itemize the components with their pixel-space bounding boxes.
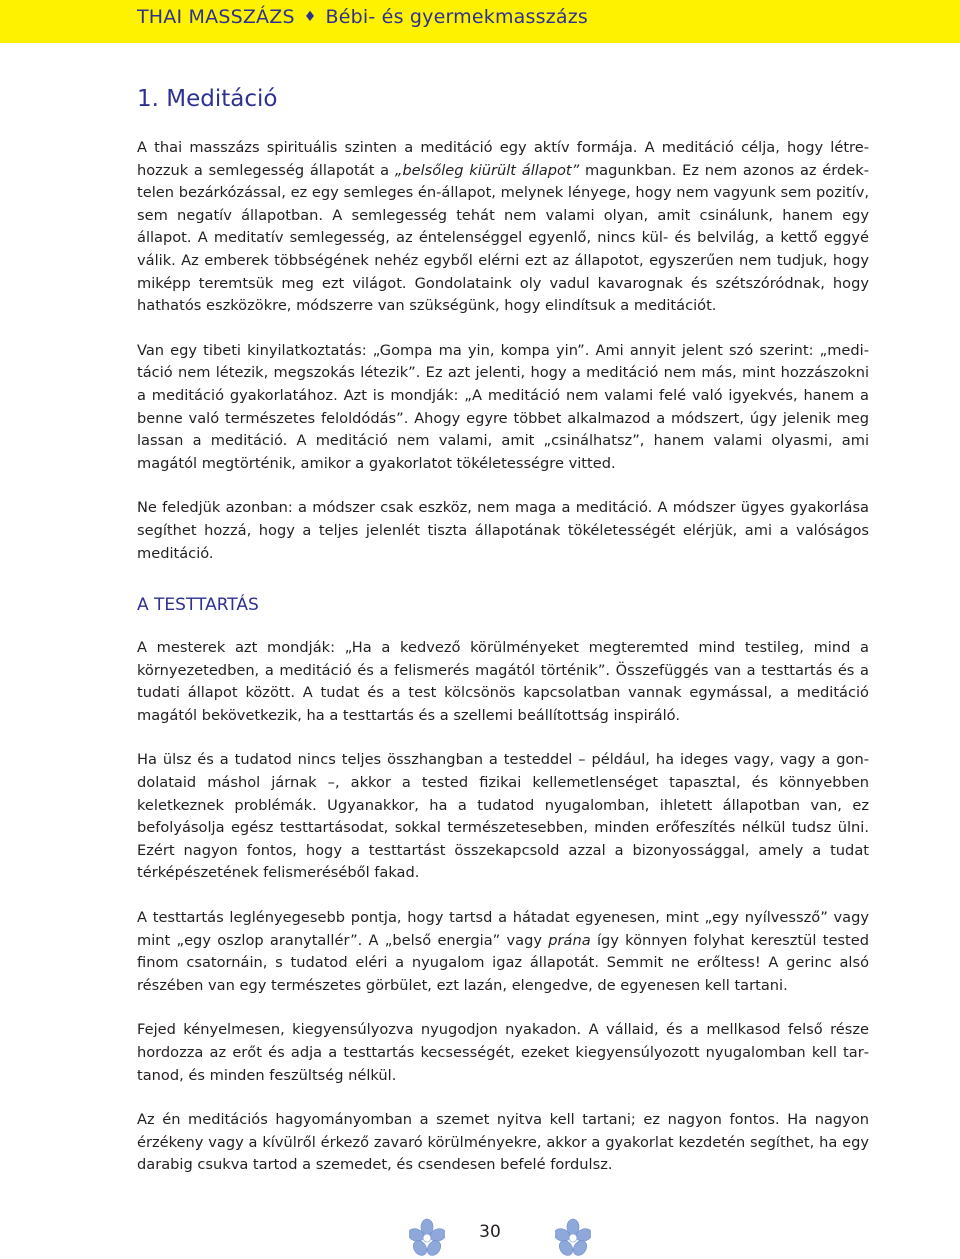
paragraph-section-5: Az én meditációs hagyományomban a szemet nyitva kell tartani; ez nagyon fontos. Ha nagyon érzékeny vagy a kívülről érkező zavaró körülményekre, akkor a gyakorlat kezdetén segíthet, ha egy darabig csukva tartod a szemedet, és csendesen befelé fordulsz. bbox=[137, 1111, 869, 1174]
page-content bbox=[137, 82, 869, 1199]
running-header bbox=[137, 6, 588, 28]
emphasized-word: prána bbox=[548, 931, 591, 949]
paragraph-text: A thai masszázs spirituális szinten a meditáció egy aktív formája. A meditáció célja, hogy létrehozzuk a semlegesség állapotát a bbox=[137, 139, 869, 179]
paragraph-intro-2: Van egy tibeti kinyilatkoztatás: „Gompa ma yin, kompa yin”. Ami annyit jelent szó szerint: „meditáció nem létezik, megszokás létezik”. Ez azt jelenti, hogy a meditáció nem más, mint hozzászokni a meditáció gyakorlatához. Azt is mondják: „A meditáció nem valami felé való igyekvés, hanem a benne való természetes feloldódás”. Ahogy egyre többet alkalmazod a módszert, úgy jelenik meg lassan a meditáció. A meditáció nem valami, amit „csinálhatsz”, hanem valami olyasmi, ami magától megtörténik, amikor a gyakorlatot tökéletességre vitted. bbox=[137, 341, 869, 472]
paragraph-intro-3: Ne feledjük azonban: a módszer csak eszköz, nem maga a meditáció. A módszer ügyes gyakorlása segíthet hozzá, hogy a teljes jelenlét tiszta állapotának tökéletességét elérjük, ami a valóságos meditáció. bbox=[137, 499, 869, 562]
paragraph-section-1: A mesterek azt mondják: „Ha a kedvező körülményeket megteremted mind testileg, mind a környezetedben, a meditáció és a felismerés magától történik”. Összefüggés van a testtartás és a tudati állapot között. A tudat és a test kölcsönös kapcsolatban vannak egymással, a meditáció magától bekövetkezik, ha a testtartás és a szellemi beállítottság inspiráló. bbox=[137, 639, 869, 724]
flower-icon bbox=[555, 1218, 591, 1258]
paragraph-intro-1 bbox=[137, 137, 869, 318]
page-number: 30 bbox=[479, 1222, 501, 1242]
diamond-separator-icon: ♦ bbox=[303, 9, 317, 25]
paragraph-section-4: Fejed kényelmesen, kiegyensúlyozva nyugodjon nyakadon. A vállaid, és a mellkasod felső része hordozza az erőt és adja a testtartás kecsességét, ezeket kiegyensúlyozott nyugalomban kell tartanod, és minden feszültség nélkül. bbox=[137, 1021, 869, 1084]
section-title: A TESTTARTÁS bbox=[137, 595, 259, 616]
paragraph-section-2: Ha ülsz és a tudatod nincs teljes összhangban a testeddel – például, ha ideges vagy, vagy a gondolataid máshol járnak –, akkor a tested fizikai kellemetlenséget tapasztal, és könnyebben keletkeznek problémák. Ugyanakkor, ha a tudatod nyugalomban, ihletett állapotban van, ez befolyásolja egész testtartásodat, sokkal természetesebben, minden erőfeszítés nélkül tudsz ülni. Ezért nagyon fontos, hogy a testtartást összekapcsold azzal a bizonyossággal, amely a tudat térképészetének felismeréséből fakad. bbox=[137, 751, 869, 882]
chapter-title: 1. Meditáció bbox=[137, 86, 278, 112]
emphasized-phrase: „belsőleg kiürült állapot” bbox=[394, 161, 580, 179]
page-header bbox=[0, 0, 960, 43]
paragraph-text: így könnyen folyhat keresztül tested finom csatornáin, s tudatod eléri a nyugalom igaz állapotát. Semmit ne erőltess! A gerinc alsó részében van egy természetes görbület, ezt lazán, elengedve, de egyenesen kell tartani. bbox=[137, 931, 870, 994]
paragraph-section-3 bbox=[137, 907, 869, 997]
paragraph-text: A testtartás leglényegesebb pontja, hogy tartsd a hátadat egyenesen, mint „egy nyílvessző” vagy mint „egy oszlop aranytallér”. A „belső energia” vagy bbox=[137, 909, 869, 949]
flower-icon bbox=[409, 1218, 445, 1258]
header-title: THAI MASSZÁZS bbox=[137, 6, 295, 28]
header-subtitle: Bébi- és gyermekmasszázs bbox=[325, 6, 589, 28]
paragraph-text: magunkban. Ez nem azonos az érdektelen bezárkózással, ez egy semleges én-állapot, melynek lényege, hogy nem vagyunk sem pozitív, sem negatív állapotban. A semlegesség tehát nem valami olyan, amit csinálunk, hanem egy állapot. A meditatív semlegesség, az éntelenséggel egyenlő, nincs kül- és belvilág, a kettő eggyé válik. Az emberek többségének nehéz egyből elérni ezt az állapotot, egyszerűen nem tudjuk, hogy miképp teremtsük meg ezt világot. Gondolataink oly vadul kavarognak és szétszóródnak, hogy hathatós eszközökre, módszerre van szükségünk, hogy elindítsuk a meditációt. bbox=[137, 161, 870, 315]
